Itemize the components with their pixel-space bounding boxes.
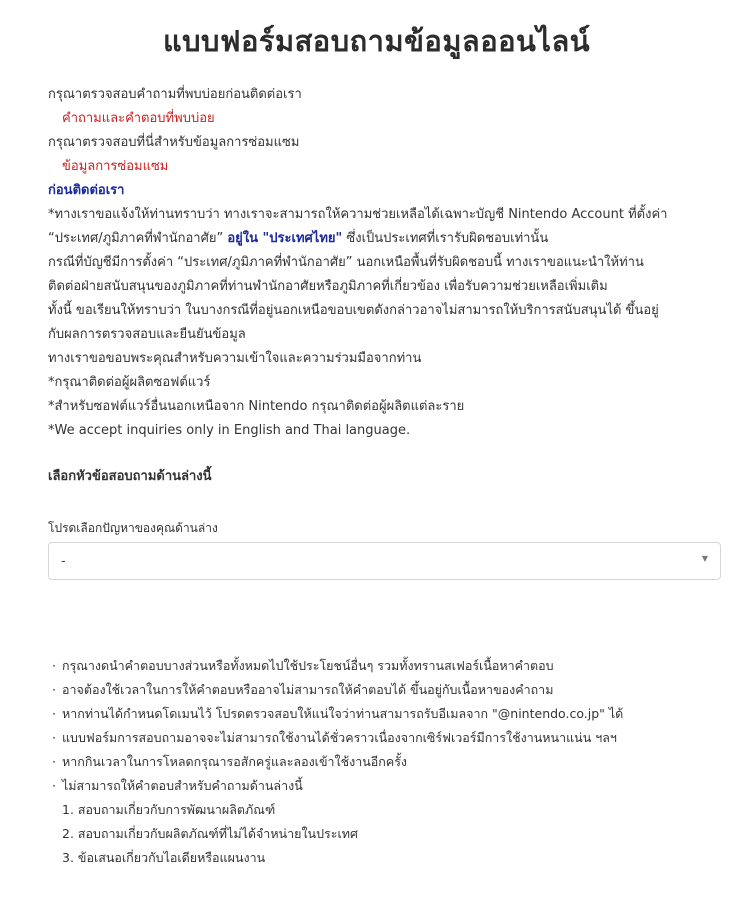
thanks-text: ทางเราขอขอบพระคุณสำหรับความเข้าใจและความร่วมมือจากท่าน <box>48 351 422 366</box>
note-text: ไม่สามารถให้คำตอบสำหรับคำถามด้านล่างนี้ <box>62 778 303 793</box>
thailand-emphasis: อยู่ใน "ประเทศไทย" <box>227 231 343 246</box>
sub-list-item: 2. สอบถามเกี่ยวกับผลิตภัณฑ์ที่ไม่ได้จำหน่ายในประเทศ <box>62 826 358 841</box>
bullet-icon: · <box>52 658 56 673</box>
software-note: *กรุณาติดต่อผู้ผลิตซอฟต์แวร์ <box>48 375 211 390</box>
note-item <box>52 702 722 726</box>
topic-select[interactable] <box>48 542 721 580</box>
bullet-icon: · <box>52 754 56 769</box>
notice-line-1: *ทางเราขอแจ้งให้ท่านทราบว่า ทางเราจะสามารถให้ความช่วยเหลือได้เฉพาะบัญชี Nintendo Account ที่ตั้งค่า <box>48 207 668 222</box>
topic-select-value: - <box>61 554 66 569</box>
before-contact-heading: ก่อนติดต่อเรา <box>48 183 125 198</box>
third-party-note: *สำหรับซอฟต์แวร์อื่นนอกเหนือจาก Nintendo กรุณาติดต่อผู้ผลิตแต่ละราย <box>48 399 465 414</box>
notice-line-2 <box>48 227 723 251</box>
notice-line-5: ทั้งนี้ ขอเรียนให้ทราบว่า ในบางกรณีที่อยู่นอกเหนือขอบเขตดังกล่าวอาจไม่สามารถให้บริการสนับสนุนได้ ขึ้นอยู่ <box>48 303 659 318</box>
bullet-icon: · <box>52 682 56 697</box>
notice-line-3: กรณีที่บัญชีมีการตั้งค่า “ประเทศ/ภูมิภาคที่พำนักอาศัย” นอกเหนือพื้นที่รับผิดชอบนี้ ทางเราขอแนะนำให้ท่าน <box>48 255 644 270</box>
bullet-icon: · <box>52 730 56 745</box>
bullet-icon: · <box>52 706 56 721</box>
page-title: แบบฟอร์มสอบถามข้อมูลออนไลน์ <box>162 24 591 58</box>
language-note: *We accept inquiries only in English and Thai language. <box>48 423 411 438</box>
faq-link[interactable]: คำถามและคำตอบที่พบบ่อย <box>62 111 215 126</box>
note-text: หากกินเวลาในการโหลดกรุณารอสักครู่และลองเข้าใช้งานอีกครั้ง <box>62 754 408 769</box>
sub-list-item: 3. ข้อเสนอเกี่ยวกับไอเดียหรือแผนงาน <box>62 850 266 865</box>
note-text: แบบฟอร์มการสอบถามอาจจะไม่สามารถใช้งานได้ชั่วคราวเนื่องจากเซิร์ฟเวอร์มีการใช้งานหนาแน่น ฯลฯ <box>62 730 617 745</box>
note-text: อาจต้องใช้เวลาในการให้คำตอบหรืออาจไม่สามารถให้คำตอบได้ ขึ้นอยู่กับเนื้อหาของคำถาม <box>62 682 554 697</box>
bullet-icon: · <box>52 778 56 793</box>
notes-section <box>52 654 722 870</box>
notice-line-6: กับผลการตรวจสอบและยืนยันข้อมูล <box>48 327 246 342</box>
notice-line-4: ติดต่อฝ่ายสนับสนุนของภูมิภาคที่ท่านพำนักอาศัยหรือภูมิภาคที่เกี่ยวข้อง เพื่อรับความช่วยเหลือเพิ่มเติม <box>48 279 608 294</box>
note-item <box>52 750 722 774</box>
responsibility-text: ซึ่งเป็นประเทศที่เรารับผิดชอบเท่านั้น <box>342 231 549 246</box>
check-faq-text: กรุณาตรวจสอบคำถามที่พบบ่อยก่อนติดต่อเรา <box>48 87 302 102</box>
note-text: กรุณางดนำคำตอบบางส่วนหรือทั้งหมดไปใช้ประโยชน์อื่นๆ รวมทั้งทรานสเฟอร์เนื้อหาคำตอบ <box>62 658 554 673</box>
note-item <box>52 678 722 702</box>
intro-section <box>48 83 723 443</box>
residence-setting-text: “ประเทศ/ภูมิภาคที่พำนักอาศัย” <box>48 231 228 246</box>
note-text: หากท่านได้กำหนดโดเมนไว้ โปรดตรวจสอบให้แน่ใจว่าท่านสามารถรับอีเมลจาก "@nintendo.co.jp" ได้ <box>62 706 624 721</box>
dropdown-arrow-icon: ▼ <box>701 554 708 563</box>
topic-heading: เลือกหัวข้อสอบถามด้านล่างนี้ <box>48 469 212 484</box>
note-item <box>52 774 722 798</box>
note-item <box>52 654 722 678</box>
repair-link[interactable]: ข้อมูลการซ่อมแซม <box>62 159 169 174</box>
check-repair-text: กรุณาตรวจสอบที่นี่สำหรับข้อมูลการซ่อมแซม <box>48 135 300 150</box>
topic-select-label: โปรดเลือกปัญหาของคุณด้านล่าง <box>48 521 218 535</box>
sub-list-item: 1. สอบถามเกี่ยวกับการพัฒนาผลิตภัณฑ์ <box>62 802 276 817</box>
note-item <box>52 726 722 750</box>
